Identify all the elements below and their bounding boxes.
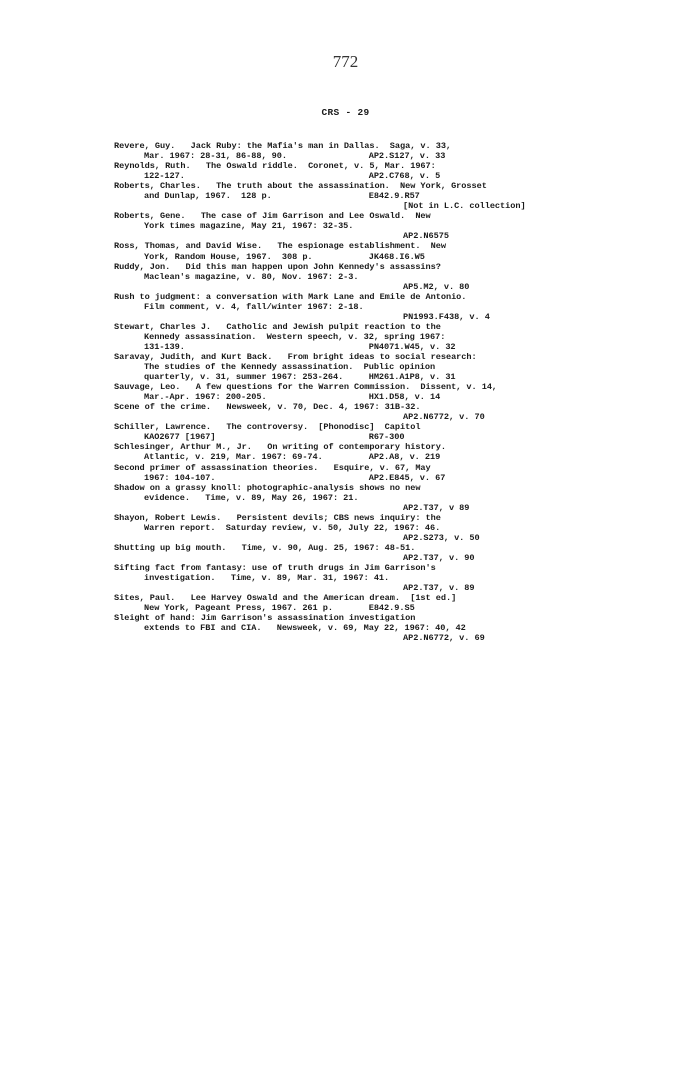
entry-line: Schiller, Lawrence. The controversy. [Phonodisc] Capitol: [114, 422, 421, 433]
entry-line: 131-139. PN4071.W45, v. 32: [144, 341, 456, 352]
entry-line: Scene of the crime. Newsweek, v. 70, Dec. 4, 1967: 31B-32.: [114, 402, 421, 413]
bibliography-entry: [114, 382, 584, 402]
entry-line: Sites, Paul. Lee Harvey Oswald and the American dream. [1st ed.]: [114, 593, 457, 604]
entry-line: AP2.S273, v. 50: [403, 532, 480, 543]
entry-line: AP2.N6575: [403, 231, 449, 242]
entry-line: Reynolds, Ruth. The Oswald riddle. Coronet, v. 5, Mar. 1967:: [114, 161, 436, 172]
entry-line: Schlesinger, Arthur M., Jr. On writing of contemporary history.: [114, 442, 446, 453]
entry-line: Kennedy assassination. Western speech, v. 32, spring 1967:: [144, 331, 446, 342]
entry-line: Saravay, Judith, and Kurt Back. From bright ideas to social research:: [114, 351, 477, 362]
entry-line: AP2.T37, v. 89: [403, 583, 475, 594]
entry-line: Shutting up big mouth. Time, v. 90, Aug. 25, 1967: 48-51.: [114, 542, 416, 553]
bibliography-entry: [114, 563, 584, 593]
entry-line: Roberts, Gene. The case of Jim Garrison and Lee Oswald. New: [114, 211, 431, 222]
entry-line: York times magazine, May 21, 1967: 32-35.: [144, 221, 354, 232]
entry-line: Maclean's magazine, v. 80, Nov. 1967: 2-3.: [144, 271, 359, 282]
entry-line: quarterly, v. 31, summer 1967: 253-264. HM261.A1P8, v. 31: [144, 372, 456, 383]
entry-line: Shadow on a grassy knoll: photographic-analysis shows no new: [114, 482, 421, 493]
entry-line: Ross, Thomas, and David Wise. The espionage establishment. New: [114, 241, 446, 252]
bibliography-entry: [114, 422, 584, 442]
page-number: 772: [332, 52, 359, 71]
entry-line: AP2.T37, v. 90: [403, 552, 475, 563]
entry-line: Sifting fact from fantasy: use of truth drugs in Jim Garrison's: [114, 562, 436, 573]
entry-line: Warren report. Saturday review, v. 50, July 22, 1967: 46.: [144, 522, 441, 533]
bibliography-entry: [114, 483, 584, 513]
bibliography-entry: [114, 613, 584, 643]
entry-line: [Not in L.C. collection]: [403, 201, 526, 212]
entry-line: AP2.N6772, v. 70: [403, 412, 485, 423]
bibliography-entry: [114, 442, 584, 462]
entry-line: investigation. Time, v. 89, Mar. 31, 1967: 41.: [144, 573, 390, 584]
bibliography-entry: [114, 211, 584, 241]
entry-line: Shayon, Robert Lewis. Persistent devils; CBS news inquiry: the: [114, 512, 441, 523]
bibliography-entry: [114, 322, 584, 352]
entry-line: Ruddy, Jon. Did this man happen upon John Kennedy's assassins?: [114, 261, 441, 272]
entry-line: Film comment, v. 4, fall/winter 1967: 2-18.: [144, 301, 364, 312]
entry-line: PN1993.F438, v. 4: [403, 311, 490, 322]
entry-line: AP2.N6772, v. 69: [403, 633, 485, 644]
entry-line: The studies of the Kennedy assassination. Public opinion: [144, 362, 436, 373]
bibliography-entry: [114, 513, 584, 543]
entry-line: Rush to judgment: a conversation with Mark Lane and Emile de Antonio.: [114, 291, 467, 302]
bibliography-entry: [114, 463, 584, 483]
entry-line: Sleight of hand: Jim Garrison's assassination investigation: [114, 613, 416, 624]
bibliography-entry: [114, 241, 584, 261]
entry-line: Roberts, Charles. The truth about the assassination. New York, Grosset: [114, 181, 487, 192]
entry-line: New York, Pageant Press, 1967. 261 p. E842.9.S5: [144, 603, 415, 614]
bibliography-entry: [114, 543, 584, 563]
bibliography-entry: [114, 161, 584, 181]
entry-line: Revere, Guy. Jack Ruby: the Mafia's man in Dallas. Saga, v. 33,: [114, 141, 452, 151]
entry-line: Mar. 1967: 28-31, 86-88, 90. AP2.S127, v. 33: [144, 151, 446, 162]
bibliography-entry: [114, 352, 584, 382]
entry-line: and Dunlap, 1967. 128 p. E842.9.R57: [144, 191, 420, 202]
bibliography-list: [114, 141, 584, 643]
entry-line: extends to FBI and CIA. Newsweek, v. 69, May 22, 1967: 40, 42: [144, 623, 466, 634]
entry-line: York, Random House, 1967. 308 p. JK468.I6.W5: [144, 251, 425, 262]
entry-line: 122-127. AP2.C768, v. 5: [144, 171, 441, 182]
entry-line: Stewart, Charles J. Catholic and Jewish pulpit reaction to the: [114, 321, 441, 332]
entry-line: Atlantic, v. 219, Mar. 1967: 69-74. AP2.A8, v. 219: [144, 452, 441, 463]
entry-line: KAO2677 [1967] R67-300: [144, 432, 405, 443]
entry-line: Second primer of assassination theories. Esquire, v. 67, May: [114, 462, 431, 473]
entry-line: 1967: 104-107. AP2.E845, v. 67: [144, 472, 446, 483]
entry-line: Sauvage, Leo. A few questions for the Warren Commission. Dissent, v. 14,: [114, 382, 498, 393]
bibliography-entry: [114, 181, 584, 211]
bibliography-entry: [114, 141, 584, 161]
bibliography-entry: [114, 593, 584, 613]
bibliography-entry: [114, 292, 584, 322]
bibliography-entry: [114, 262, 584, 292]
entry-line: AP5.M2, v. 80: [403, 281, 470, 292]
entry-line: Mar.-Apr. 1967: 200-205. HX1.D58, v. 14: [144, 392, 441, 403]
bibliography-entry: [114, 402, 584, 422]
page-header-code: CRS - 29: [321, 107, 370, 118]
entry-line: evidence. Time, v. 89, May 26, 1967: 21.: [144, 492, 359, 503]
entry-line: AP2.T37, v 89: [403, 502, 470, 513]
